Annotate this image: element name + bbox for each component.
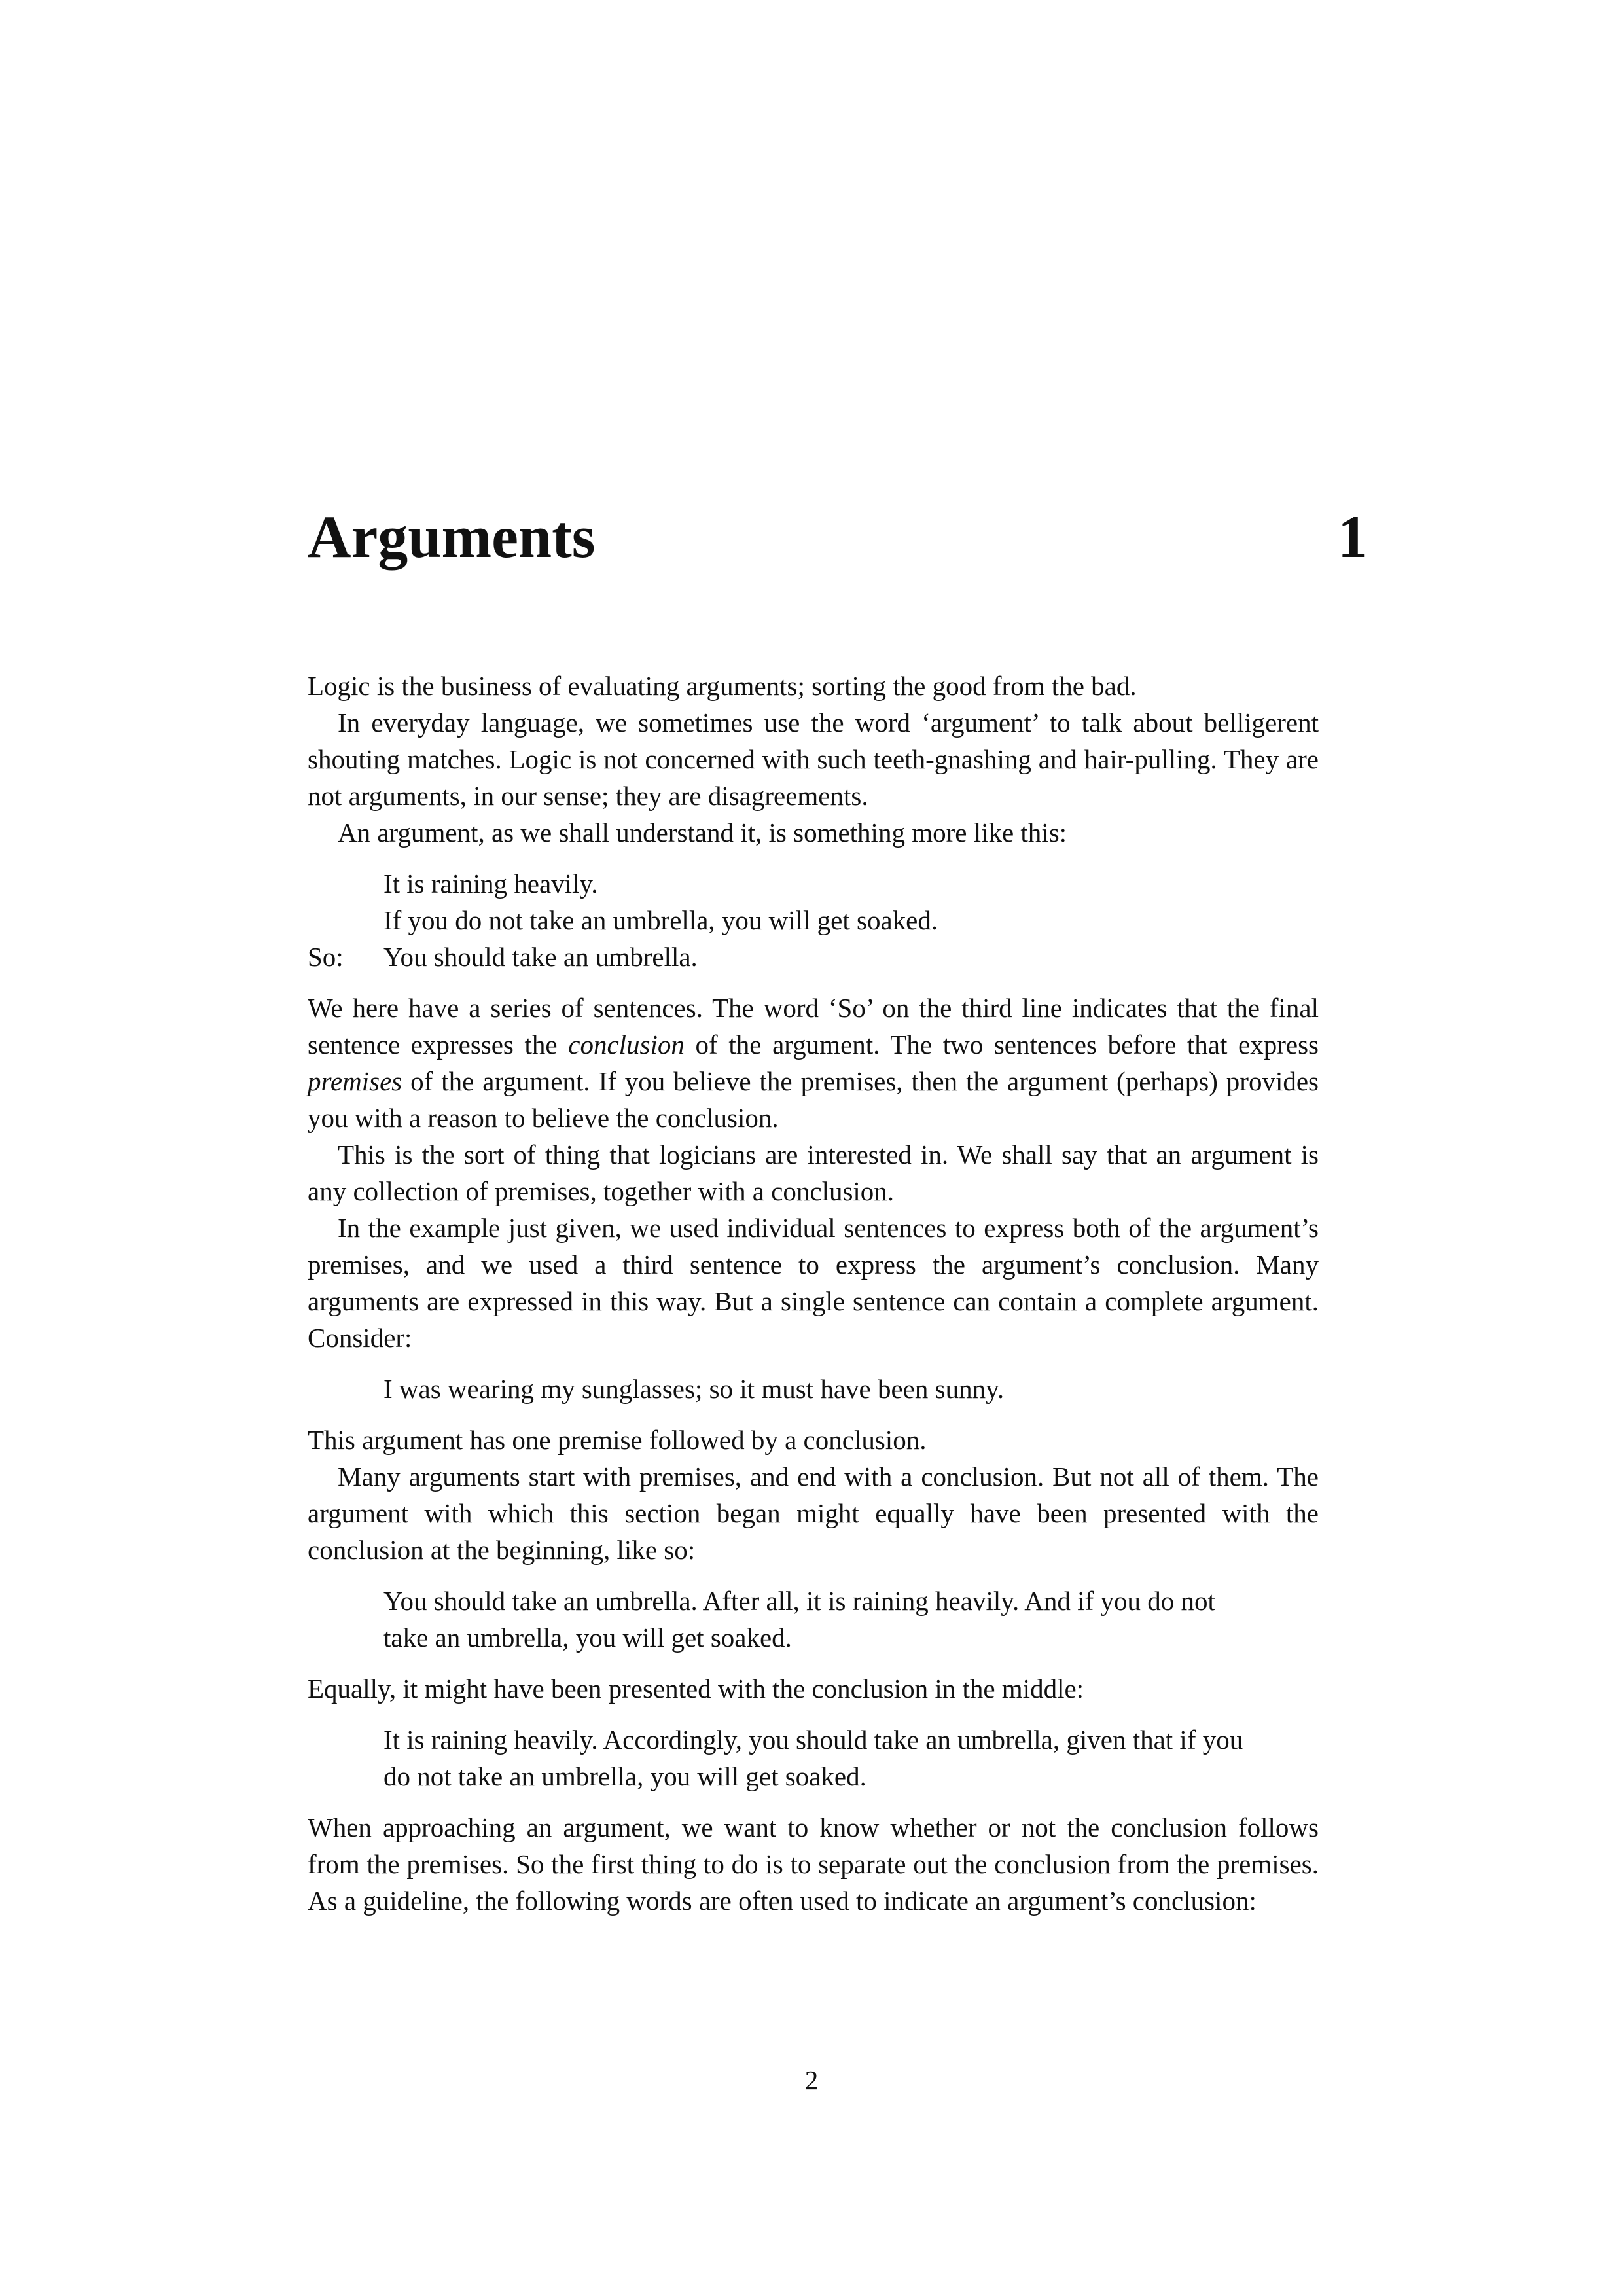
- premise-2: If you do not take an umbrella, you will get soaked.: [383, 905, 938, 935]
- conclusion-line: [308, 939, 1319, 975]
- page-number: 2: [804, 2065, 819, 2095]
- paragraph-4-part-1: We here have a series of sentences. The word ‘So’ on the third line indicates that the final sentence expresses the: [308, 993, 1319, 1060]
- chapter-title: Arguments: [308, 503, 596, 570]
- paragraph-8: Many arguments start with premises, and end with a conclusion. But not all of them. The argument with which this section began might equally have been presented with the conclusion at the beginning, like so:: [308, 1462, 1319, 1565]
- paragraph-3: An argument, as we shall understand it, is something more like this:: [338, 817, 1067, 848]
- chapter-number: 1: [1338, 503, 1368, 570]
- paragraph-4-part-3: of the argument. If you believe the premises, then the argument (perhaps) provides you with a reason to believe the conclusion.: [308, 1066, 1319, 1133]
- example-4-text: It is raining heavily. Accordingly, you should take an umbrella, given that if you do not take an umbrella, you will get soaked.: [383, 1725, 1243, 1791]
- paragraph-2: In everyday language, we sometimes use the word ‘argument’ to talk about belligerent shouting matches. Logic is not concerned with such teeth-gnashing and hair-pulling. They are not arguments, in our sense; they are disagreements.: [308, 708, 1319, 811]
- so-label: So:: [308, 942, 344, 972]
- example-argument-2: [308, 1371, 1319, 1407]
- paragraph-9: Equally, it might have been presented with the conclusion in the middle:: [308, 1674, 1084, 1704]
- premise-1: It is raining heavily.: [383, 869, 598, 899]
- example-argument-1: [308, 865, 1319, 975]
- paragraph-4: [308, 990, 1319, 1136]
- paragraph-1: Logic is the business of evaluating arguments; sorting the good from the bad.: [308, 671, 1137, 701]
- example-argument-3: [308, 1583, 1319, 1656]
- paragraph-7: This argument has one premise followed by a conclusion.: [308, 1425, 927, 1455]
- paragraph-6: In the example just given, we used individual sentences to express both of the argument’s premises, and we used a third sentence to express the argument’s conclusion. Many arguments are expressed in this way. But a single sentence can contain a complete argument. Consider:: [308, 1213, 1319, 1353]
- example-3-text: You should take an umbrella. After all, it is raining heavily. And if you do not take an umbrella, you will get soaked.: [383, 1586, 1215, 1653]
- example-argument-4: [308, 1721, 1319, 1795]
- paragraph-10: When approaching an argument, we want to know whether or not the conclusion follows from the premises. So the first thing to do is to separate out the conclusion from the premises. As a guideline, the following words are often used to indicate an argument’s conclusion:: [308, 1812, 1319, 1916]
- conclusion-text: You should take an umbrella.: [383, 942, 698, 972]
- body-text: [308, 668, 1319, 1919]
- paragraph-4-part-2: of the argument. The two sentences before that express: [684, 1030, 1319, 1060]
- chapter-heading: [308, 497, 1368, 576]
- term-premises: premises: [308, 1066, 402, 1096]
- example-2-text: I was wearing my sunglasses; so it must have been sunny.: [383, 1374, 1005, 1404]
- paragraph-5: This is the sort of thing that logicians are interested in. We shall say that an argument is any collection of premises, together with a conclusion.: [308, 1139, 1319, 1206]
- term-conclusion: conclusion: [568, 1030, 685, 1060]
